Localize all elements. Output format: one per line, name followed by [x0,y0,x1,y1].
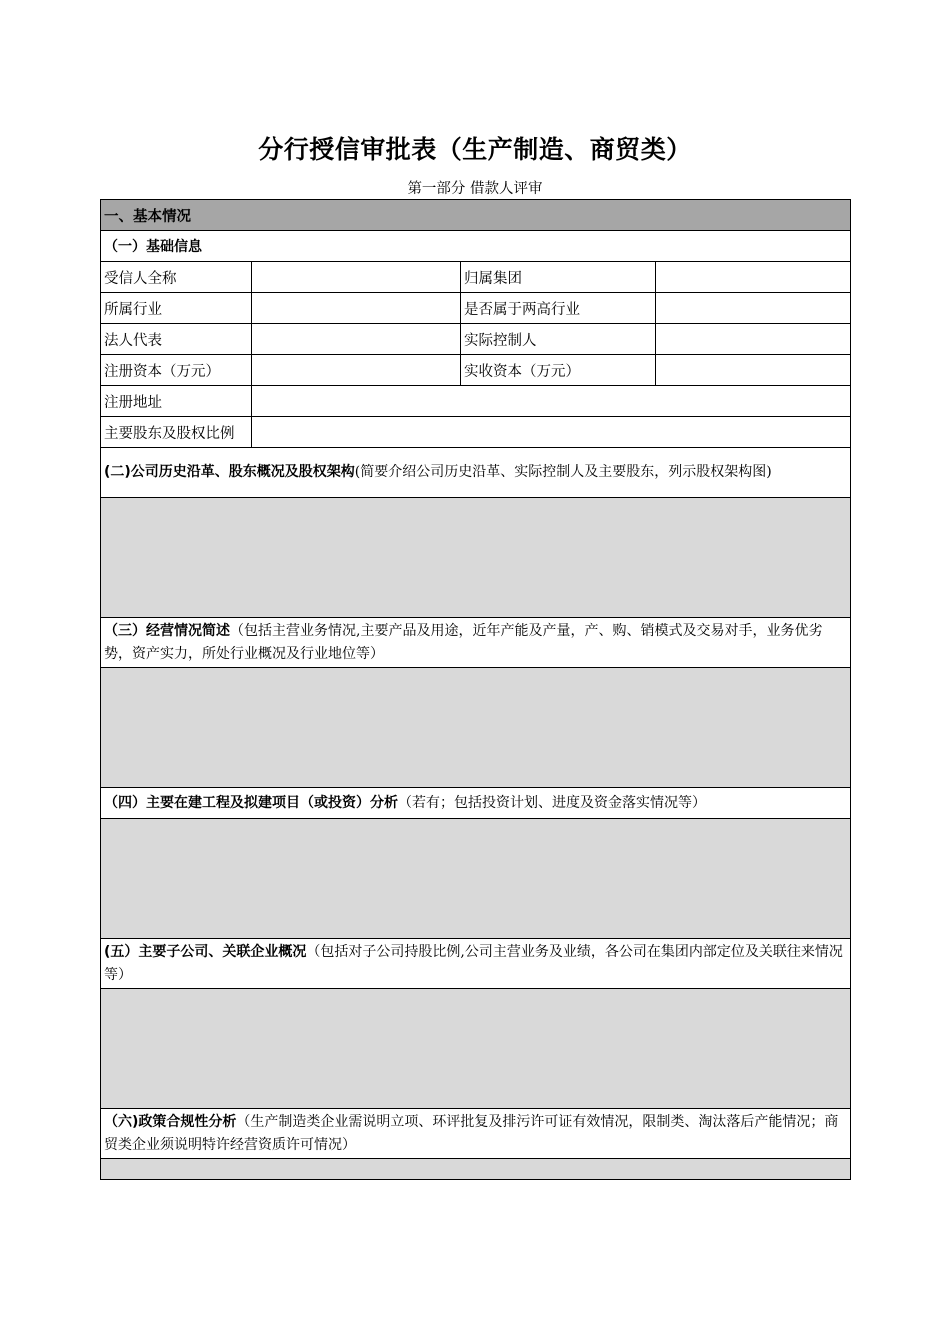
legal-representative-field[interactable] [252,324,461,355]
table-row [101,324,851,355]
subsection-header-row [101,448,851,498]
two-high-industry-field[interactable] [656,293,851,324]
projects-heading [101,788,851,819]
operations-input-row [101,668,851,788]
history-text-area[interactable] [101,498,851,618]
field-label: 受信人全称 [101,262,252,293]
table-row [101,262,851,293]
field-label: 主要股东及股权比例 [101,417,252,448]
field-label: 法人代表 [101,324,252,355]
compliance-text-area[interactable] [101,1159,851,1180]
subsidiaries-heading [101,939,851,989]
table-row [101,417,851,448]
basic-info-header-row [101,231,851,262]
shareholders-field[interactable] [252,417,851,448]
subsection-title: （四）主要在建工程及拟建项目（或投资）分析 [104,794,398,811]
field-label: 注册地址 [101,386,252,417]
subsidiaries-input-row [101,989,851,1109]
table-row [101,386,851,417]
operations-text-area[interactable] [101,668,851,788]
history-input-row [101,498,851,618]
compliance-input-row [101,1159,851,1180]
subsection-header-row [101,939,851,989]
subsection-note: （包括主营业务情况,主要产品及用途，近年产能及产量，产、购、销模式及交易对手，业务优劣势，资产实力，所处行业概况及行业地位等） [104,622,823,662]
subsection-title: (二)公司历史沿革、股东概况及股权架构 [104,464,355,480]
subsidiaries-text-area[interactable] [101,989,851,1109]
subsection-note: （包括对子公司持股比例,公司主营业务及业绩，各公司在集团内部定位及关联往来情况等） [104,943,843,983]
subsection-header-row [101,1109,851,1159]
table-row [101,293,851,324]
field-label: 归属集团 [461,262,656,293]
form-subtitle: 第一部分 借款人评审 [407,181,543,197]
registered-address-field[interactable] [252,386,851,417]
field-label: 注册资本（万元） [101,355,252,386]
subsection-title: （六)政策合规性分析 [104,1113,237,1130]
form-title: 分行授信审批表（生产制造、商贸类） [258,135,692,164]
subsection-title: （三）经营情况简述 [104,622,230,639]
field-label: 实收资本（万元） [461,355,656,386]
subsection-note: (简要介绍公司历史沿革、实际控制人及主要股东，列示股权架构图) [354,464,772,480]
field-label: 所属行业 [101,293,252,324]
history-heading [101,448,851,498]
borrower-name-field[interactable] [252,262,461,293]
subsection-note: （若有；包括投资计划、进度及资金落实情况等） [398,794,706,811]
projects-input-row [101,819,851,939]
operations-heading [101,618,851,668]
subsection-title: (五）主要子公司、关联企业概况 [104,943,307,960]
approval-form-table [100,199,851,1180]
paid-in-capital-field[interactable] [656,355,851,386]
subsection-header-row [101,618,851,668]
subsection-note: （生产制造类企业需说明立项、环评批复及排污许可证有效情况，限制类、淘汰落后产能情况；商贸类企业须说明特许经营资质许可情况） [104,1113,839,1153]
table-row [101,355,851,386]
field-label: 是否属于两高行业 [461,293,656,324]
registered-capital-field[interactable] [252,355,461,386]
group-field[interactable] [656,262,851,293]
field-label: 实际控制人 [461,324,656,355]
basic-info-heading: （一）基础信息 [101,231,851,262]
projects-text-area[interactable] [101,819,851,939]
actual-controller-field[interactable] [656,324,851,355]
industry-field[interactable] [252,293,461,324]
subsection-header-row [101,788,851,819]
compliance-heading [101,1109,851,1159]
section-header-row [101,200,851,231]
section-heading: 一、基本情况 [101,200,851,231]
